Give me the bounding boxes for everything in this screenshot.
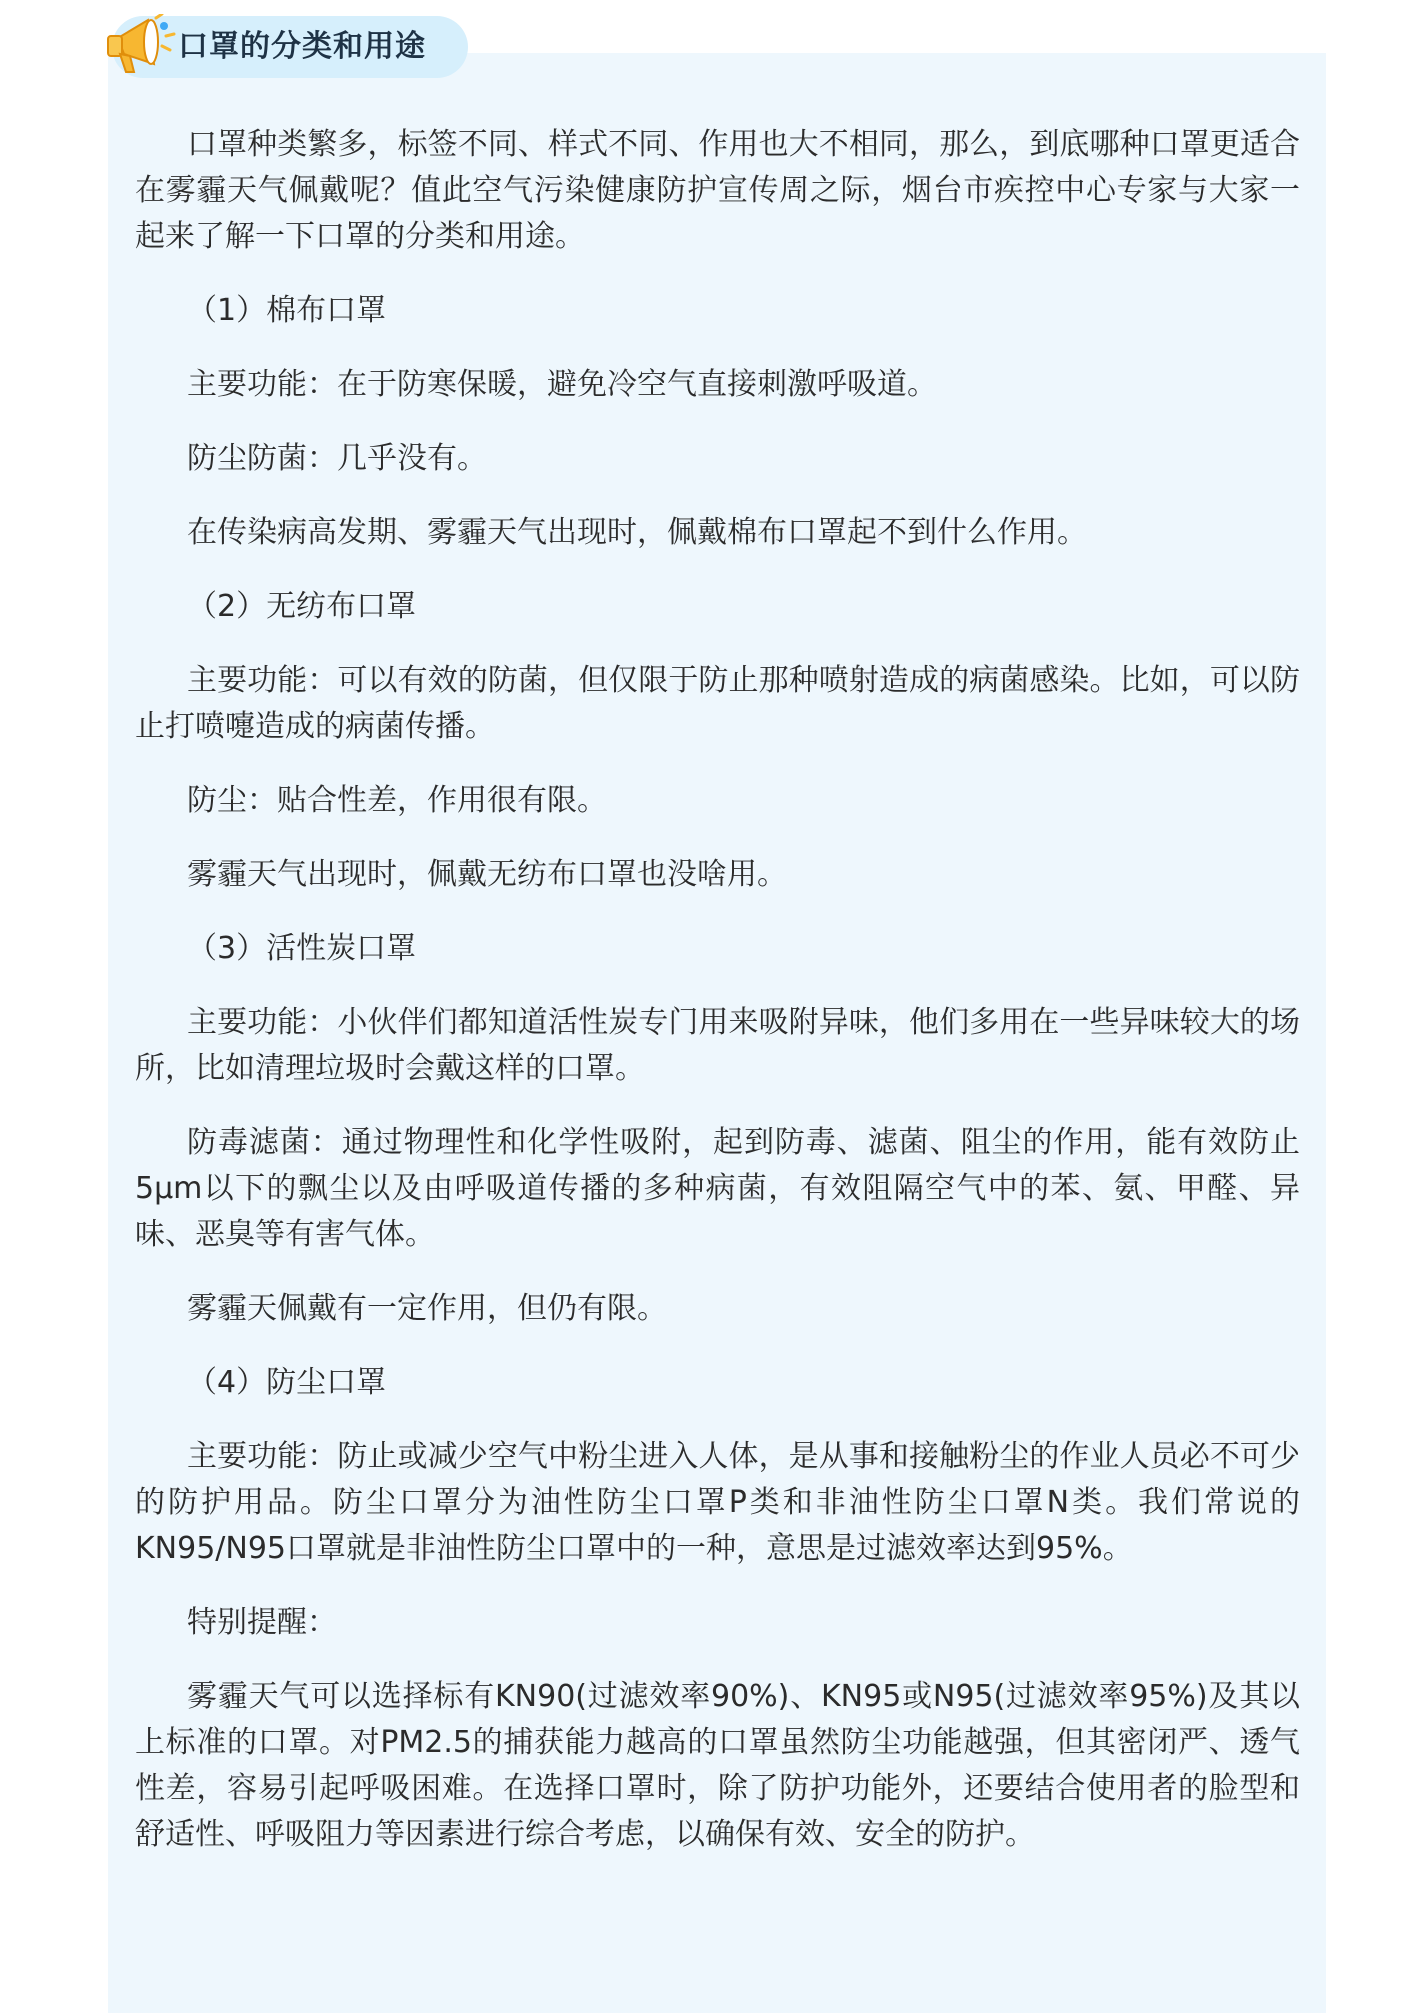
paragraph: 在传染病高发期、雾霾天气出现时，佩戴棉布口罩起不到什么作用。 xyxy=(187,515,1087,550)
special-reminder-label: 特别提醒： xyxy=(187,1605,337,1640)
paragraph: 主要功能：小伙伴们都知道活性炭专门用来吸附异味，他们多用在一些异味较大的场所，比如清理垃圾时会戴这样的口罩。 xyxy=(135,1005,1300,1086)
paragraph: 雾霾天气可以选择标有KN90(过滤效率90%)、KN95或N95(过滤效率95%)及其以上标准的口罩。对PM2.5的捕获能力越高的口罩虽然防尘功能越强，但其密闭严、透气性差，容易引起呼吸困难。在选择口罩时，除了防护功能外，还要结合使用者的脸型和舒适性、呼吸阻力等因素进行综合考虑，以确保有效、安全的防护。 xyxy=(135,1679,1300,1852)
paragraph: 雾霾天气出现时，佩戴无纺布口罩也没啥用。 xyxy=(187,857,787,892)
paragraph: 主要功能：可以有效的防菌，但仅限于防止那种喷射造成的病菌感染。比如，可以防止打喷嚏造成的病菌传播。 xyxy=(135,663,1300,744)
subheading-dust-mask: （4）防尘口罩 xyxy=(187,1365,387,1400)
paragraph: 防尘：贴合性差，作用很有限。 xyxy=(187,783,607,818)
article-body xyxy=(135,122,1300,1886)
paragraph: 主要功能：防止或减少空气中粉尘进入人体，是从事和接触粉尘的作业人员必不可少的防护用品。防尘口罩分为油性防尘口罩P类和非油性防尘口罩N类。我们常说的KN95/N95口罩就是非油性防尘口罩中的一种，意思是过滤效率达到95%。 xyxy=(135,1439,1300,1566)
megaphone-icon xyxy=(104,14,176,80)
paragraph: 雾霾天佩戴有一定作用，但仍有限。 xyxy=(187,1291,667,1326)
paragraph: 主要功能：在于防寒保暖，避免冷空气直接刺激呼吸道。 xyxy=(187,367,937,402)
subheading-cotton-mask: （1）棉布口罩 xyxy=(187,293,387,328)
section-title: 口罩的分类和用途 xyxy=(178,29,426,64)
paragraph: 防尘防菌：几乎没有。 xyxy=(187,441,487,476)
subheading-activated-carbon-mask: （3）活性炭口罩 xyxy=(187,931,417,966)
subheading-nonwoven-mask: （2）无纺布口罩 xyxy=(187,589,417,624)
intro-paragraph: 口罩种类繁多，标签不同、样式不同、作用也大不相同，那么，到底哪种口罩更适合在雾霾天气佩戴呢？值此空气污染健康防护宣传周之际，烟台市疾控中心专家与大家一起来了解一下口罩的分类和用途。 xyxy=(135,127,1300,254)
paragraph: 防毒滤菌：通过物理性和化学性吸附，起到防毒、滤菌、阻尘的作用，能有效防止5μm以下的飘尘以及由呼吸道传播的多种病菌，有效阻隔空气中的苯、氨、甲醛、异味、恶臭等有害气体。 xyxy=(135,1125,1300,1252)
